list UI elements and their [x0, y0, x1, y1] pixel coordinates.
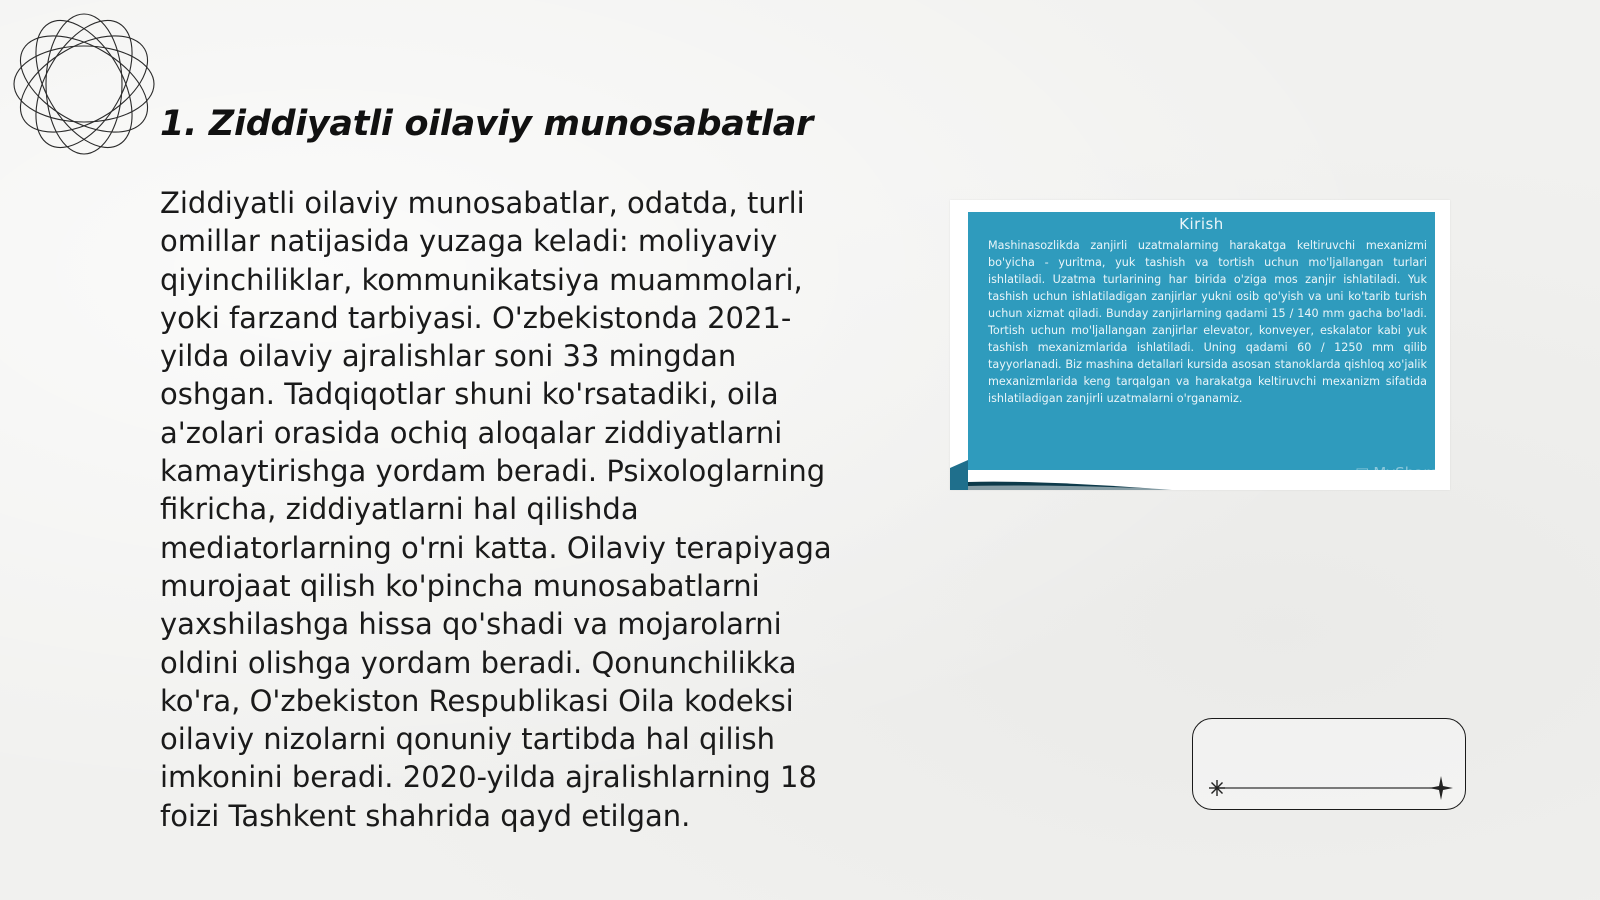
image-watermark: [1355, 464, 1448, 482]
image-corner-decoration: [950, 460, 1190, 490]
slide-body-text: Ziddiyatli oilaviy munosabatlar, odatda, turli omillar natijasida yuzaga keladi: moliyaviy qiyinchiliklar, kommunikatsiya muammolari, yoki farzand tarbiyasi. O'zbekistonda 2021-yilda oilaviy ajralishlar soni 33 mingdan oshgan. Tadqiqotlar shuni ko'rsatadiki, oila a'zolari orasida ochiq aloqalar ziddiyatlarni kamaytirishga yordam beradi. Psixologlarning fikricha, ziddiyatlarni hal qilishda mediatorlarning o'rni katta. Oilaviy terapiyaga murojaat qilish ko'pincha munosabatlarni yaxshilashga hissa qo'shadi va mojarolarni oldini olishga yordam beradi. Qonunchilikka ko'ra, O'zbekiston Respublikasi Oila kodeksi oilaviy nizolarni qonuniy tartibda hal qilish imkonini beradi. 2020-yilda ajralishlarning 18 foizi Tashkent shahrida qayd etilgan.: [160, 186, 832, 833]
slide-title: 1. Ziddiyatli oilaviy munosabatlar: [160, 104, 814, 144]
widget-line-graphic: [1193, 719, 1465, 809]
embedded-image-panel: [968, 212, 1435, 470]
embedded-image-heading: Kirish: [1179, 215, 1224, 233]
embedded-image-text: Mashinasozlikda zanjirli uzatmalarning harakatga keltiruvchi mexanizmi bo'yicha - yuritma, yuk tashish va tortish uchun mo'ljallangan turlari ishlatiladi. Uzatma turlarining har birida o'ziga mos zanjir ishlatiladi. Yuk tashish uchun ishlatiladigan zanjirlar yukni osib qo'yish va uni ko'tarib turish uchun xizmat qiladi. Bunday zanjirlarning qadami 15 / 140 mm gacha bo'ladi. Tortish uchun mo'ljallangan zanjirlar elevator, konveyer, eskalator kabi yuk tashish mexanizmlarida ishlatiladi. Uning qadami 60 / 1250 mm qilib tayyorlanadi. Biz mashina detallari kursida asosan stanoklarda qishloq xo'jalik mexanizmlarida keng tarqalgan va harakatga keltiruvchi mexanizm sifatida ishlatiladigan zanjirli uzatmalarni o'rganamiz.: [988, 239, 1427, 405]
decorative-widget-box: [1192, 718, 1466, 810]
star-icon: [1429, 776, 1453, 800]
sparkle-icon: [1209, 780, 1225, 796]
orbit-logo-icon: [10, 10, 158, 158]
watermark-icon: ▣: [1355, 464, 1370, 482]
embedded-image: [950, 200, 1450, 490]
watermark-text: MyShared: [1373, 464, 1448, 482]
